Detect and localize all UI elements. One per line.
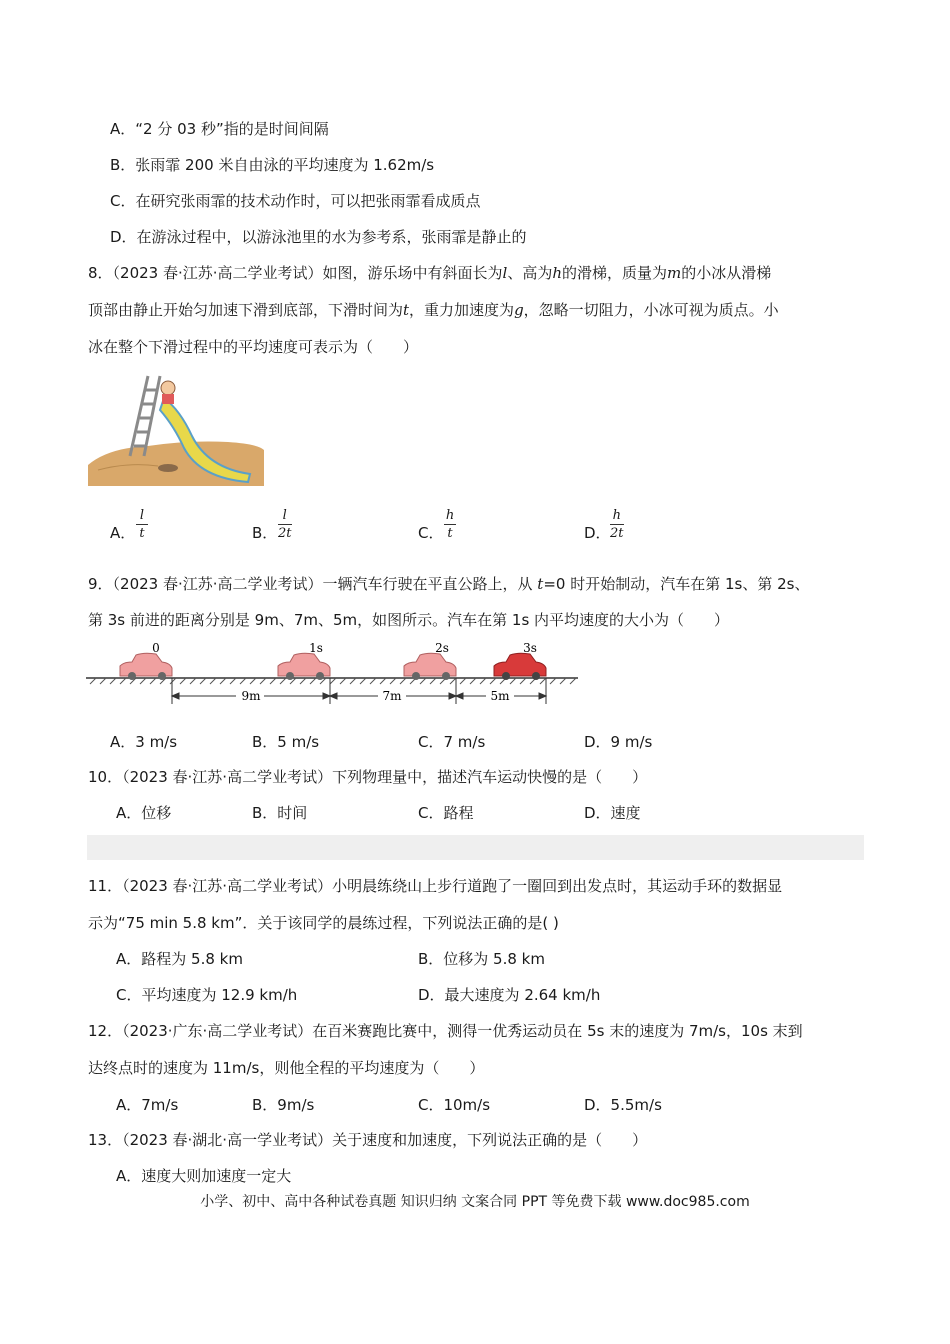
q9-option-c: C．7 m/s [418,733,486,751]
q9-stem-line1: 9．（2023 春·江苏·高二学业考试）一辆汽车行驶在平直公路上，从 t=0 时开始制动，汽车在第 1s、第 2s、 [88,575,810,593]
q13-option-a: A．速度大则加速度一定大 [116,1167,292,1185]
q8-stem-line2: 顶部由静止开始匀加速下滑到底部，下滑时间为t，重力加速度为g，忽略一切阻力，小冰可视为质点。小 [88,301,779,319]
q10-option-c: C．路程 [418,804,474,822]
q8-stem-line3: 冰在整个下滑过程中的平均速度可表示为（ ） [88,338,419,356]
q11-stem-line1: 11．（2023 春·江苏·高二学业考试）小明晨练绕山上步行道跑了一圈回到出发点时，其运动手环的数据显 [88,877,783,895]
q7-option-b: B．张雨霏 200 米自由泳的平均速度为 1.62m/s [110,156,435,174]
q8-option-d-num: h [612,508,621,523]
car-at-1s [278,653,330,680]
car-at-3s [494,653,546,680]
q10-option-b: B．时间 [252,804,308,822]
child-figure [161,381,175,395]
distance-label-7m: 7m [382,689,402,703]
q9-option-b: B．5 m/s [252,733,320,751]
q9-option-d: D．9 m/s [584,733,653,751]
ladder [130,376,160,456]
q8-option-c-num: h [445,508,455,523]
page-footer: 小学、初中、高中各种试卷真题 知识归纳 文案合同 PPT 等免费下载 www.doc985.com [200,1194,750,1210]
car-at-2s [404,653,456,680]
q8-option-a-num: l [139,508,145,523]
q8-option-b-den: 2t [278,526,292,541]
section-divider-band [87,835,864,860]
dog-figure [158,464,178,472]
q8-stem-line1: 8．（2023 春·江苏·高二学业考试）如图，游乐场中有斜面长为l、高为h的滑梯，质量为m的小冰从滑梯 [88,264,772,282]
distance-label-5m: 5m [490,689,510,703]
q8-option-a-fraction [136,508,148,541]
q7-option-d: D．在游泳过程中，以游泳池里的水为参考系，张雨霏是静止的 [110,228,527,246]
car-at-0 [120,653,172,680]
q8-option-c-den: t [447,526,453,541]
car-braking-diagram [86,638,580,710]
q12-stem-line2: 达终点时的速度为 11m/s，则他全程的平均速度为（ ） [88,1059,485,1077]
q8-option-d-den: 2t [610,526,624,541]
q11-stem-line2: 示为“75 min 5.8 km”．关于该同学的晨练过程，下列说法正确的是( ) [88,914,559,932]
q8-option-a-den: t [139,526,145,541]
time-label-3s: 3s [523,641,537,655]
q12-option-b: B．9m/s [252,1096,315,1114]
slide-illustration [88,370,264,486]
q8-option-d-label: D． [584,524,611,542]
q11-option-b: B．位移为 5.8 km [418,950,545,968]
q8-option-d-fraction [610,508,624,541]
q8-option-a-label: A． [110,524,136,542]
q8-option-b-num: l [282,508,287,523]
q10-option-a: A．位移 [116,804,172,822]
q9-option-a: A．3 m/s [110,733,178,751]
q8-option-c-label: C． [418,524,444,542]
distance-label-9m: 9m [241,689,261,703]
q12-stem-line1: 12．（2023·广东·高二学业考试）在百米赛跑比赛中，测得一优秀运动员在 5s 末的速度为 7m/s，10s 末到 [88,1022,803,1040]
q12-option-d: D．5.5m/s [584,1096,662,1114]
q12-option-c: C．10m/s [418,1096,491,1114]
q11-option-c: C．平均速度为 12.9 km/h [116,986,298,1004]
time-label-0: 0 [152,641,160,655]
q8-option-b-fraction [278,508,292,541]
q12-option-a: A．7m/s [116,1096,179,1114]
q10-option-d: D．速度 [584,804,641,822]
time-label-1s: 1s [309,641,323,655]
q13-stem: 13．（2023 春·湖北·高一学业考试）关于速度和加速度，下列说法正确的是（ ） [88,1131,648,1149]
q8-option-b-label: B． [252,524,278,542]
q11-option-a: A．路程为 5.8 km [116,950,243,968]
q7-option-c: C．在研究张雨霏的技术动作时，可以把张雨霏看成质点 [110,192,481,210]
q11-option-d: D．最大速度为 2.64 km/h [418,986,601,1004]
q8-option-c-fraction [444,508,456,541]
q7-option-a: A．“2 分 03 秒”指的是时间间隔 [110,120,329,138]
q10-stem: 10．（2023 春·江苏·高二学业考试）下列物理量中，描述汽车运动快慢的是（ ） [88,768,648,786]
time-label-2s: 2s [435,641,449,655]
q9-stem-line2: 第 3s 前进的距离分别是 9m、7m、5m，如图所示。汽车在第 1s 内平均速度的大小为（ ） [88,611,730,629]
